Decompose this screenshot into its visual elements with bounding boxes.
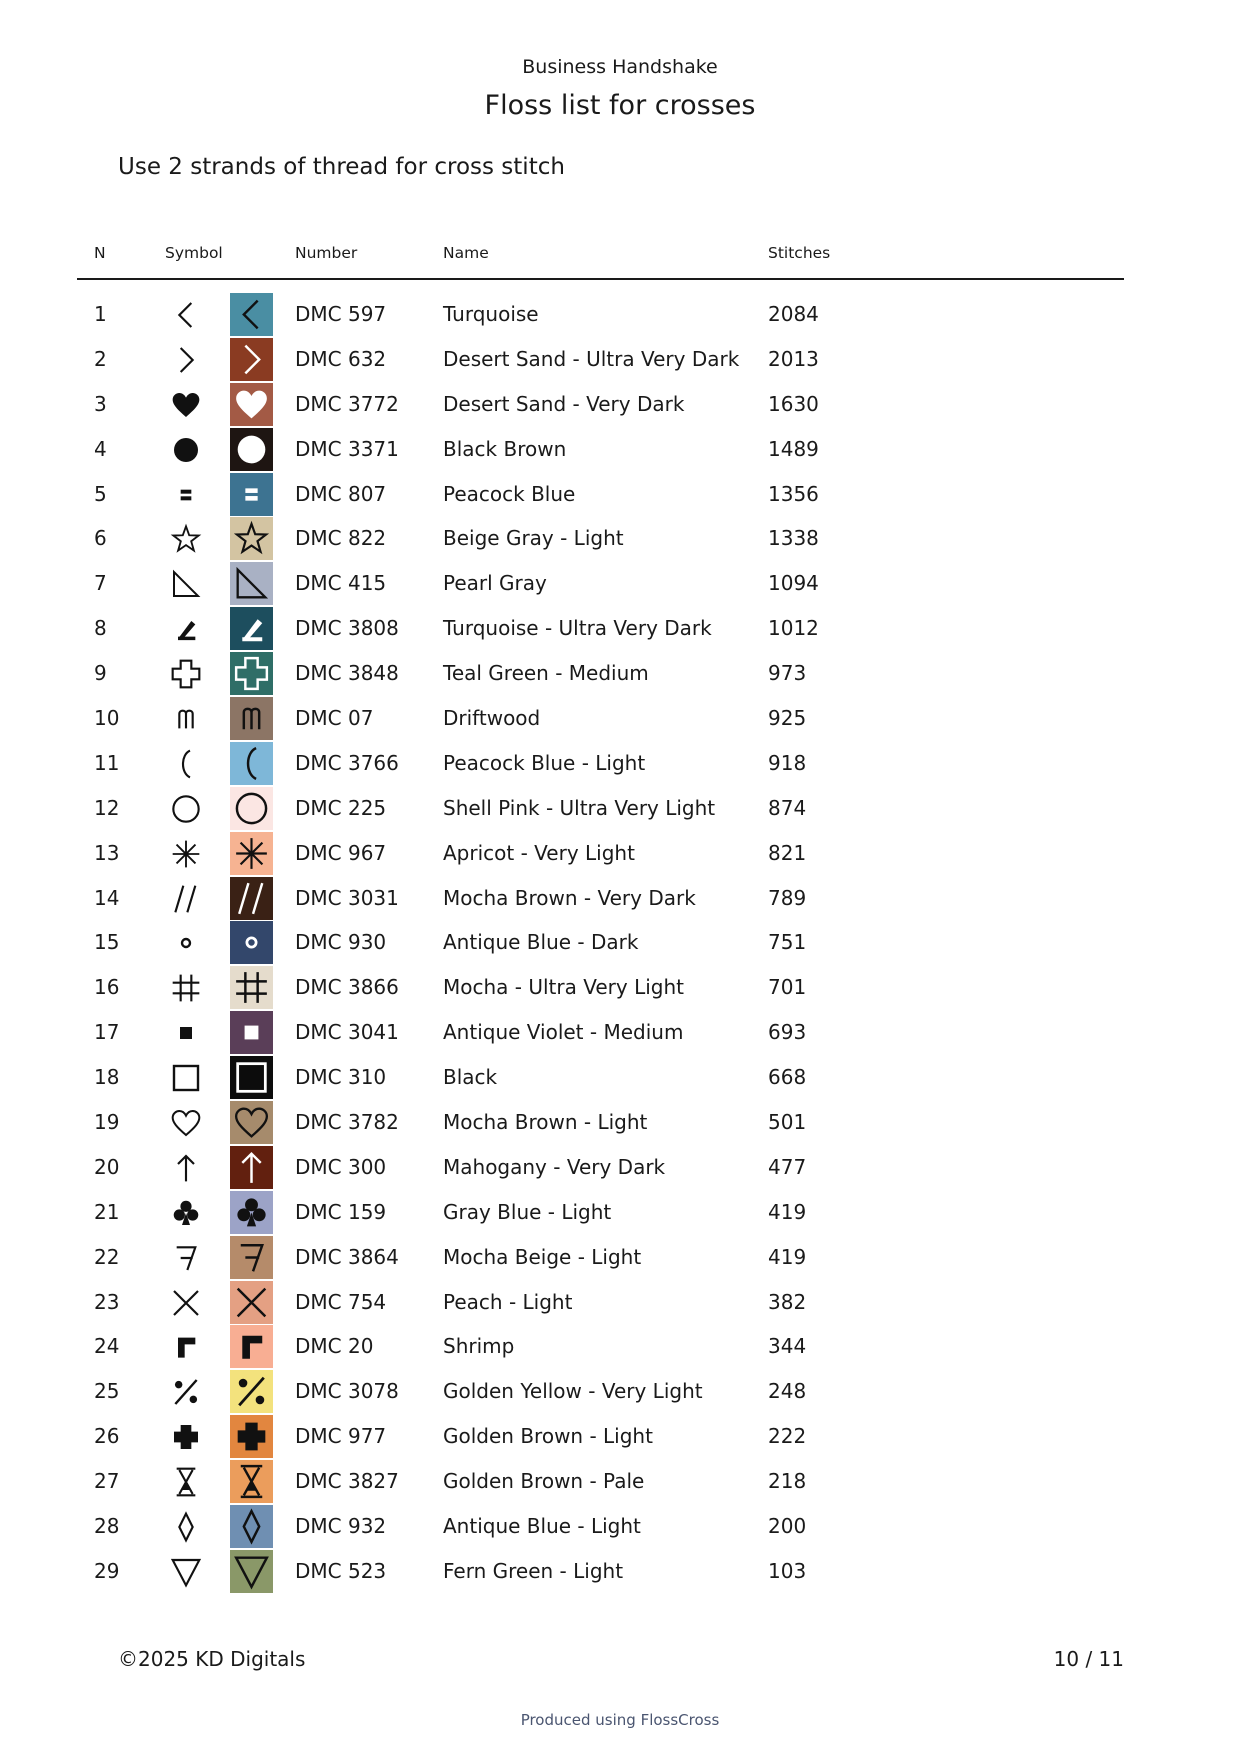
color-swatch [230,473,273,516]
x-cross-icon [170,1287,202,1319]
color-swatch [230,1550,273,1593]
stitch-count: 789 [768,885,807,910]
stitch-count: 419 [768,1199,807,1224]
square-outline-icon [170,1062,202,1094]
table-row [0,696,1240,741]
floss-name: Peacock Blue - Light [443,750,646,775]
floss-number: DMC 597 [295,302,387,326]
table-row [0,741,1240,786]
floss-name: Peach - Light [443,1289,573,1314]
table-row [0,472,1240,517]
floss-name: Fern Green - Light [443,1558,624,1583]
color-swatch [230,1236,273,1279]
table-row [0,1324,1240,1369]
floss-name: Shell Pink - Ultra Very Light [443,795,716,820]
m-glyph-icon [170,703,202,735]
row-index: 18 [94,1065,120,1090]
table-row [0,1459,1240,1504]
color-swatch [230,607,273,650]
floss-name: Turquoise - Ultra Very Dark [443,616,712,641]
table-row [0,606,1240,651]
floss-number: DMC 3864 [295,1244,399,1269]
table-row [0,920,1240,965]
corner-icon [170,1331,202,1363]
circle-filled-icon [170,434,202,466]
floss-name: Black [443,1065,498,1090]
stitch-count: 2084 [768,302,819,326]
floss-number: DMC 977 [295,1424,387,1449]
floss-name: Driftwood [443,706,541,731]
floss-name: Teal Green - Medium [443,661,649,686]
bold-plus-icon [170,1421,202,1453]
floss-table [0,292,1240,1594]
floss-name: Golden Brown - Pale [443,1469,645,1494]
column-header-n: N [94,244,106,262]
color-swatch [230,697,273,740]
color-swatch [230,652,273,695]
hash-icon [170,972,202,1004]
stitch-count: 2013 [768,346,819,371]
stitch-count: 501 [768,1110,807,1135]
color-swatch [230,742,273,785]
stitch-count: 821 [768,840,807,865]
floss-number: DMC 632 [295,346,387,371]
stitch-count: 248 [768,1379,807,1404]
floss-number: DMC 3041 [295,1020,399,1045]
floss-name: Golden Yellow - Very Light [443,1379,703,1404]
right-triangle-icon [170,568,202,600]
table-row [0,1280,1240,1325]
stitch-count: 751 [768,930,807,955]
floss-number: DMC 225 [295,795,387,820]
floss-number: DMC 415 [295,571,387,596]
stitch-count: 1012 [768,616,819,641]
table-row [0,1055,1240,1100]
floss-name: Antique Violet - Medium [443,1020,684,1045]
row-index: 5 [94,481,107,506]
arrow-up-icon [170,1152,202,1184]
stitch-count: 1094 [768,571,819,596]
stitch-count: 103 [768,1558,807,1583]
color-swatch [230,1011,273,1054]
table-row [0,1549,1240,1594]
row-index: 20 [94,1154,120,1179]
table-row [0,337,1240,382]
floss-number: DMC 3031 [295,885,399,910]
floss-name: Peacock Blue [443,481,576,506]
table-row [0,1145,1240,1190]
row-index: 2 [94,346,107,371]
color-swatch [230,338,273,381]
color-swatch [230,517,273,560]
row-index: 19 [94,1110,120,1135]
row-index: 16 [94,975,120,1000]
table-row [0,1100,1240,1145]
table-row [0,786,1240,831]
floss-name: Antique Blue - Light [443,1514,641,1539]
color-swatch [230,787,273,830]
row-index: 15 [94,930,120,955]
stitch-count: 925 [768,706,807,731]
stitch-count: 200 [768,1514,807,1539]
percent-icon [170,1376,202,1408]
color-swatch [230,1101,273,1144]
table-row [0,292,1240,337]
page-title: Floss list for crosses [484,90,756,121]
color-swatch [230,562,273,605]
table-row [0,516,1240,561]
row-index: 1 [94,302,107,326]
color-swatch [230,1191,273,1234]
stitch-count: 1489 [768,436,819,461]
color-swatch [230,1460,273,1503]
stitch-count: 701 [768,975,807,1000]
floss-name: Turquoise [443,302,539,326]
stitch-count: 973 [768,661,807,686]
stitch-count: 1338 [768,526,819,551]
row-index: 17 [94,1020,120,1045]
floss-name: Mocha Brown - Very Dark [443,885,696,910]
stitch-count: 693 [768,1020,807,1045]
asterisk-icon [170,838,202,870]
stitch-count: 918 [768,750,807,775]
column-header-symbol: Symbol [165,244,223,262]
row-index: 7 [94,571,107,596]
floss-number: DMC 3772 [295,391,399,416]
table-row [0,876,1240,921]
table-row [0,1414,1240,1459]
row-index: 4 [94,436,107,461]
header-divider [77,278,1124,280]
row-index: 12 [94,795,120,820]
hourglass-icon [170,1466,202,1498]
seven-glyph-icon [170,1242,202,1274]
floss-name: Mahogany - Very Dark [443,1154,666,1179]
row-index: 11 [94,750,120,775]
floss-number: DMC 3371 [295,436,399,461]
stitch-count: 874 [768,795,807,820]
row-index: 9 [94,661,107,686]
table-row [0,1010,1240,1055]
floss-name: Mocha Beige - Light [443,1244,642,1269]
color-swatch [230,293,273,336]
floss-number: DMC 3078 [295,1379,399,1404]
color-swatch [230,1415,273,1458]
floss-number: DMC 930 [295,930,387,955]
table-row [0,965,1240,1010]
table-row [0,831,1240,876]
floss-number: DMC 3866 [295,975,399,1000]
row-index: 6 [94,526,107,551]
column-header-stitches: Stitches [768,244,831,262]
row-index: 14 [94,885,120,910]
stitch-count: 1630 [768,391,819,416]
stitch-count: 222 [768,1424,807,1449]
table-row [0,1369,1240,1414]
floss-name: Mocha - Ultra Very Light [443,975,684,1000]
floss-number: DMC 3808 [295,616,399,641]
floss-number: DMC 20 [295,1334,374,1359]
table-row [0,561,1240,606]
double-slash-icon [170,883,202,915]
table-row [0,651,1240,696]
row-index: 28 [94,1514,120,1539]
stitch-count: 419 [768,1244,807,1269]
star-outline-icon [170,523,202,555]
color-swatch [230,966,273,1009]
triangle-down-icon [170,1556,202,1588]
column-header-number: Number [295,244,358,262]
color-swatch [230,877,273,920]
floss-number: DMC 807 [295,481,387,506]
stitch-count: 344 [768,1334,807,1359]
floss-name: Desert Sand - Very Dark [443,391,685,416]
row-index: 10 [94,706,120,731]
floss-number: DMC 3827 [295,1469,399,1494]
produced-by-text: Produced using FlossCross [520,1711,720,1729]
floss-number: DMC 310 [295,1065,387,1090]
color-swatch [230,1505,273,1548]
floss-name: Apricot - Very Light [443,840,635,865]
color-swatch [230,832,273,875]
double-bar-icon [170,479,202,511]
crescent-icon [170,748,202,780]
floss-name: Antique Blue - Dark [443,930,639,955]
floss-name: Pearl Gray [443,571,547,596]
color-swatch [230,1281,273,1324]
floss-name: Gray Blue - Light [443,1199,612,1224]
page-number: 10 / 11 [1053,1647,1124,1671]
small-circle-icon [170,927,202,959]
floss-number: DMC 3848 [295,661,399,686]
club-icon [170,1197,202,1229]
row-index: 21 [94,1199,120,1224]
floss-name: Beige Gray - Light [443,526,624,551]
floss-number: DMC 3782 [295,1110,399,1135]
floss-number: DMC 967 [295,840,387,865]
row-index: 22 [94,1244,120,1269]
instruction-text: Use 2 strands of thread for cross stitch [118,154,565,180]
chevron-right-icon [170,344,202,376]
floss-name: Golden Brown - Light [443,1424,653,1449]
stitch-count: 218 [768,1469,807,1494]
floss-number: DMC 3766 [295,750,399,775]
row-index: 29 [94,1558,120,1583]
column-header-name: Name [443,244,489,262]
stitch-count: 477 [768,1154,807,1179]
row-index: 27 [94,1469,120,1494]
color-swatch [230,383,273,426]
floss-number: DMC 07 [295,706,374,731]
heart-filled-icon [170,389,202,421]
floss-number: DMC 523 [295,1558,387,1583]
stitch-count: 1356 [768,481,819,506]
stitch-count: 668 [768,1065,807,1090]
cross-outline-icon [170,658,202,690]
row-index: 3 [94,391,107,416]
small-square-filled-icon [170,1017,202,1049]
color-swatch [230,1056,273,1099]
floss-name: Black Brown [443,436,567,461]
color-swatch [230,921,273,964]
page-subtitle: Business Handshake [522,56,718,78]
floss-number: DMC 300 [295,1154,387,1179]
floss-name: Mocha Brown - Light [443,1110,648,1135]
row-index: 25 [94,1379,120,1404]
floss-name: Shrimp [443,1334,515,1359]
color-swatch [230,1146,273,1189]
row-index: 24 [94,1334,120,1359]
color-swatch [230,1370,273,1413]
table-row [0,1190,1240,1235]
floss-number: DMC 754 [295,1289,387,1314]
heart-outline-icon [170,1107,202,1139]
table-row [0,1504,1240,1549]
stitch-count: 382 [768,1289,807,1314]
table-row [0,427,1240,472]
chevron-left-icon [170,299,202,331]
color-swatch [230,428,273,471]
row-index: 13 [94,840,120,865]
table-row [0,1235,1240,1280]
diamond-outline-icon [170,1511,202,1543]
pen-angle-icon [170,613,202,645]
row-index: 8 [94,616,107,641]
copyright-text: ©2025 KD Digitals [118,1647,306,1671]
circle-outline-icon [170,793,202,825]
floss-name: Desert Sand - Ultra Very Dark [443,346,740,371]
row-index: 26 [94,1424,120,1449]
floss-number: DMC 932 [295,1514,387,1539]
row-index: 23 [94,1289,120,1314]
table-row [0,382,1240,427]
color-swatch [230,1325,273,1368]
floss-number: DMC 159 [295,1199,387,1224]
floss-number: DMC 822 [295,526,387,551]
